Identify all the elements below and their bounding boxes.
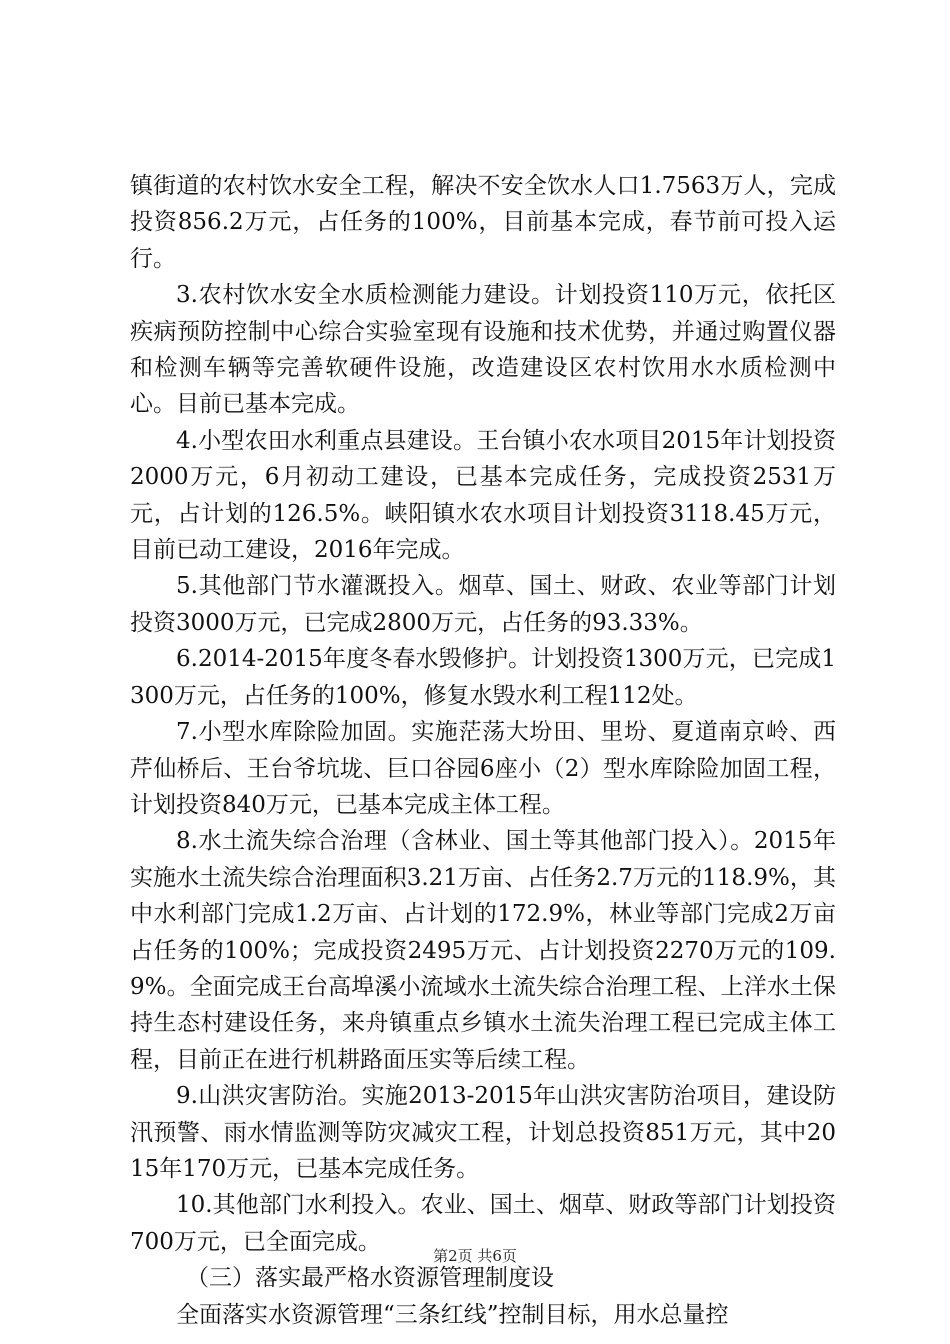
paragraph-item-7: 7.小型水库除险加固。实施茫荡大坋田、里坋、夏道南京岭、西芹仙桥后、王台爷坑垅、巨口谷园6座小（2）型水库除险加固工程，计划投资840万元，已基本完成主体工程。 — [130, 719, 836, 818]
page-footer: 第2页 共6页 — [433, 1247, 517, 1265]
section-heading: （三）落实最严格水资源管理制度设 — [186, 1265, 554, 1292]
paragraph-item-3: 3.农村饮水安全水质检测能力建设。计划投资110万元，依托区疾病预防控制中心综合实验室现有设施和技术优势，并通过购置仪器和检测车辆等完善软硬件设施，改造建设区农村饮用水水质检测中心。目前已基本完成。 — [130, 282, 836, 418]
paragraph-item-9: 9.山洪灾害防治。实施2013-2015年山洪灾害防治项目，建设防汛预警、雨水情监测等防灾减灾工程，计划总投资851万元，其中2015年170万元，已基本完成任务。 — [130, 1083, 836, 1182]
paragraph-section-intro: 全面落实水资源管理“三条红线”控制目标，用水总量控 — [176, 1301, 729, 1328]
paragraph-item-4: 4.小型农田水利重点县建设。王台镇小农水项目2015年计划投资2000万元，6月初动工建设，已基本完成任务，完成投资2531万元，占计划的126.5%。峡阳镇水农水项目计划投资3118.45万元，目前已动工建设，2016年完成。 — [130, 427, 836, 564]
paragraph-continuation: 镇街道的农村饮水安全工程，解决不安全饮水人口1.7563万人，完成投资856.2万元，占任务的100%，目前基本完成，春节前可投入运行。 — [130, 173, 836, 272]
paragraph-item-5: 5.其他部门节水灌溉投入。烟草、国土、财政、农业等部门计划投资3000万元，已完成2800万元，占任务的93.33%。 — [130, 573, 836, 636]
paragraph-item-10: 10.其他部门水利投入。农业、国土、烟草、财政等部门计划投资700万元，已全面完成。 — [130, 1192, 836, 1255]
paragraph-item-6: 6.2014-2015年度冬春水毁修护。计划投资1300万元，已完成1300万元，占任务的100%，修复水毁水利工程112处。 — [130, 646, 836, 709]
paragraph-item-8: 8.水土流失综合治理（含林业、国土等其他部门投入）。2015年实施水土流失综合治理面积3.21万亩、占任务2.7万元的118.9%，其中水利部门完成1.2万亩、占计划的172.9%，林业等部门完成2万亩占任务的100%；完成投资2495万元、占计划投资2270万元的109.9%。全面完成王台高埠溪小流域水土流失综合治理工程、上洋水土保持生态村建设任务，来舟镇重点乡镇水土流失治理工程已完成主体工程，目前正在进行机耕路面压实等后续工程。 — [130, 828, 836, 1073]
body-text — [130, 168, 836, 1333]
